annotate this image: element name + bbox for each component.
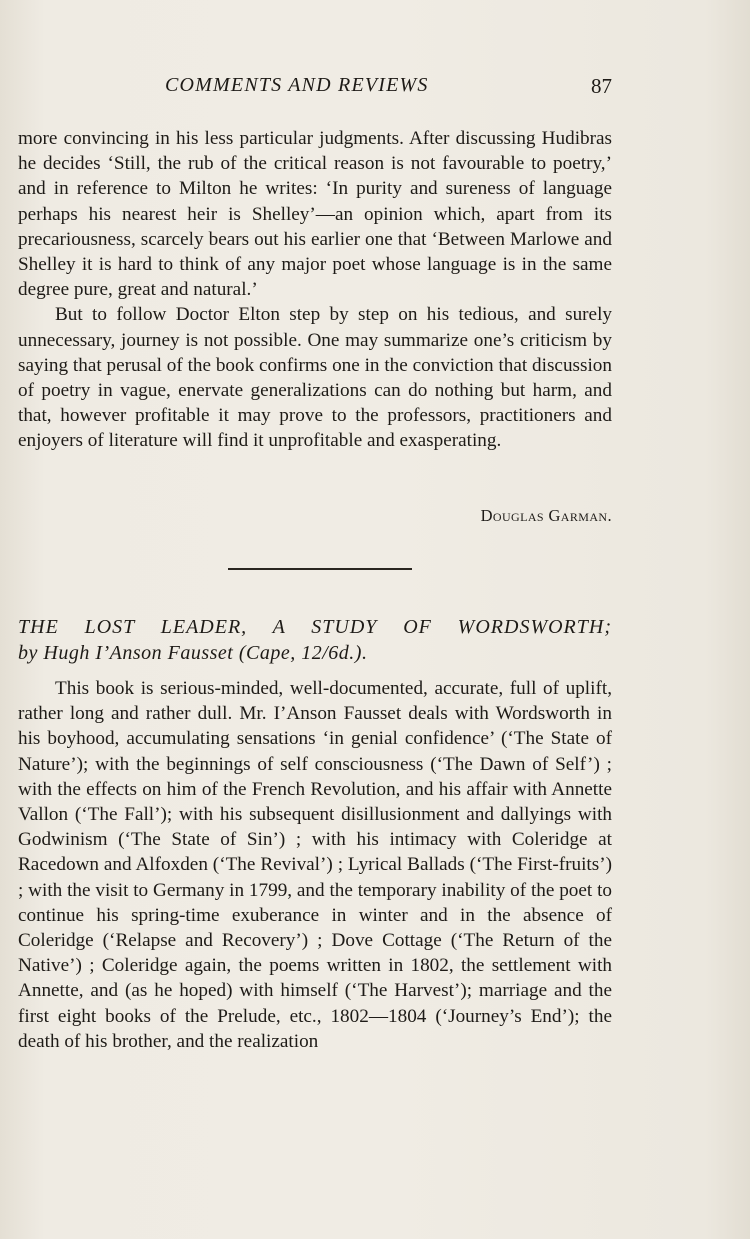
review-one-paragraph: more convincing in his less particular judgments. After discussing Hudibras he decides ‘Still, the rub of the critical reason is not favourable to poetry,’ and in reference to Milton he writes: ‘In purity and sureness of language perhaps his nearest heir is Shelley’—an opinion which, apart from its precariousness, scarcely bears out his earlier one that ‘Between Marlowe and Shelley it is hard to think of any major poet whose language is in the same degree pure, great and natural.’: [18, 128, 612, 301]
running-head: COMMENTS AND REVIEWS: [165, 74, 429, 96]
review-one-body: [18, 126, 612, 454]
reviewer-signature: Douglas Garman.: [480, 506, 612, 525]
review-two-body: [18, 676, 612, 1054]
review-two-paragraph: This book is serious-minded, well-documented, accurate, full of uplift, rather long and rather dull. Mr. I’Anson Fausset deals with Wordsworth in his boyhood, accumulating sensations ‘in genial confidence’ (‘The State of Nature’); with the beginnings of self consciousness (‘The Dawn of Self’) ; with the effects on him of the French Revolution, and his affair with Annette Vallon (‘The Fall’); with his subsequent disillusionment and dallyings with Godwinism (‘The State of Sin’) ; with his intimacy with Coleridge at Racedown and Alfoxden (‘The Revival’) ; Lyrical Ballads (‘The First-fruits’) ; with the visit to Germany in 1799, and the temporary inability of the poet to continue his spring-time exuberance in winter and in the absence of Coleridge (‘Relapse and Recovery’) ; Dove Cottage (‘The Return of the Native’) ; Coleridge again, the poems written in 1802, the settlement with Annette, and (as he hoped) with himself (‘The Harvest’); marriage and the first eight books of the Prelude, etc., 1802—1804 (‘Journey’s End’); the death of his brother, and the realization: [18, 678, 612, 1052]
page-number: 87: [591, 74, 612, 98]
review-one-paragraph: But to follow Doctor Elton step by step on his tedious, and surely unnecessary, journey is not possible. One may summarize one’s criticism by saying that perusal of the book confirms one in the conviction that discussion of poetry in vague, enervate generalizations can do nothing but harm, and that, however profitable it may prove to the professors, practitioners and enjoyers of literature will find it unprofitable and exasperating.: [18, 304, 612, 452]
page-header: [18, 74, 612, 104]
section-divider: [228, 568, 412, 570]
book-title: THE LOST LEADER, A STUDY OF WORDSWORTH;: [18, 616, 612, 638]
book-byline: by Hugh I’Anson Fausset (Cape, 12/6d.).: [18, 642, 368, 664]
